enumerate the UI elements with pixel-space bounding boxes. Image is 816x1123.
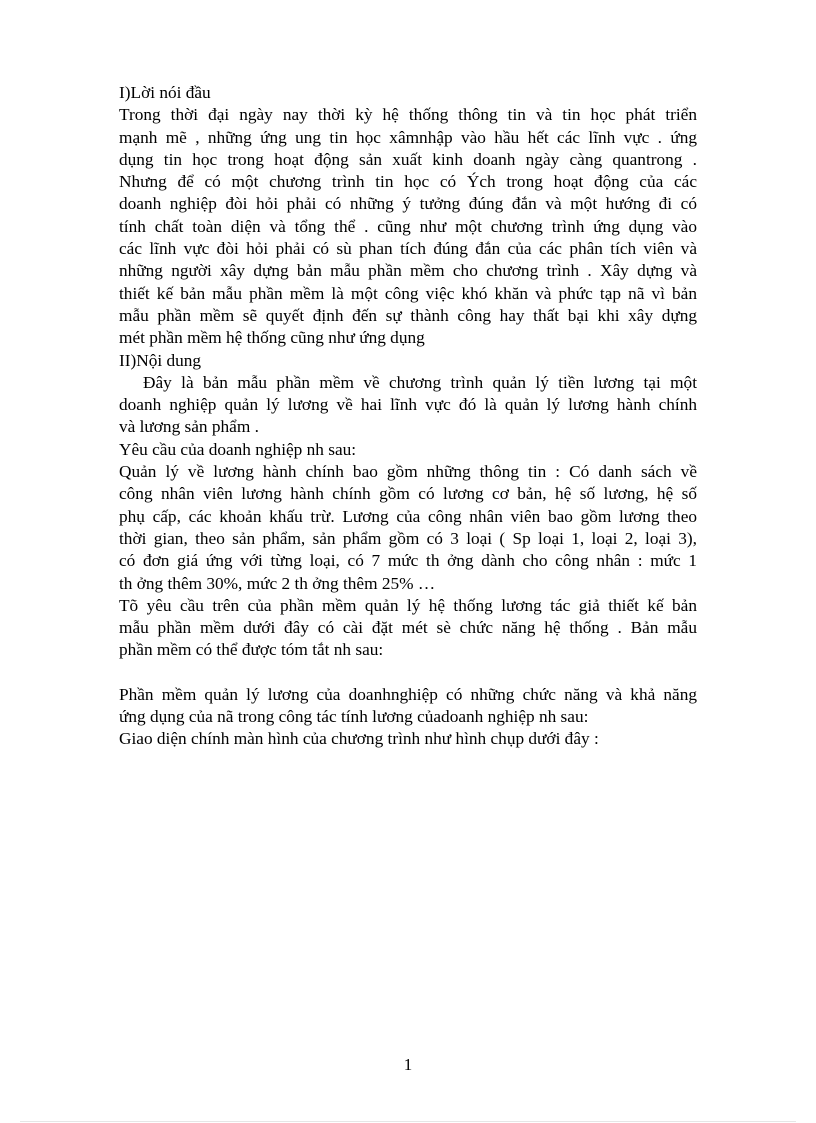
paragraph-line: tính chất toàn diện và tổng thể . cũng như một chương trình ứng dụng vào	[119, 216, 697, 236]
paragraph-line: phụ cấp, các khoản khấu trừ. Lương của công nhân viên bao gồm lương theo	[119, 506, 697, 526]
document-body	[119, 82, 697, 751]
paragraph-line: mạnh mẽ , những ứng ung tin học xâmnhập vào hầu hết các lĩnh vực . ứng	[119, 127, 697, 147]
management-paragraph	[119, 461, 697, 595]
paragraph-line: dụng tin học trong hoạt động sản xuất kinh doanh ngày càng quantrong .	[119, 149, 697, 169]
paragraph-line: mét phần mềm hệ thống cũng như ứng dụng	[119, 328, 425, 348]
paragraph-line: Phần mềm quản lý lương của doanhnghiệp có những chức năng và khả năng	[119, 684, 697, 704]
paragraph-line: th ởng thêm 30%, mức 2 th ởng thêm 25% …	[119, 573, 436, 593]
paragraph-line: công nhân viên lương hành chính gồm có lương cơ bản, hệ số lương, hệ số	[119, 484, 697, 504]
function-paragraph	[119, 684, 697, 751]
paragraph-line: Quản lý về lương hành chính bao gồm những thông tin : Có danh sách về	[119, 462, 697, 482]
paragraph-gap	[119, 662, 697, 684]
paragraph-line: có đơn giá ứng với từng loại, có 7 mức th ởng dành cho công nhân : mức 1	[119, 551, 697, 571]
section-heading-content: II)Nội dung	[119, 350, 202, 370]
page-bottom-border	[20, 1121, 796, 1122]
design-paragraph	[119, 595, 697, 662]
intro-paragraph	[119, 104, 697, 349]
paragraph-line: phần mềm có thể được tóm tắt nh sau:	[119, 640, 384, 660]
paragraph-line: các lĩnh vực đòi hỏi phải có sù phan tích đúng đắn của các phân tích viên và	[119, 239, 697, 259]
paragraph-line: thời gian, theo sản phẩm, sản phẩm gồm có 3 loại ( Sp loại 1, loại 2, loại 3),	[119, 528, 697, 548]
paragraph-line: và lương sản phẩm .	[119, 417, 259, 437]
requirement-line: Yêu cầu của doanh nghiệp nh sau:	[119, 439, 357, 459]
paragraph-line: những người xây dựng bản mẫu phần mềm cho chương trình . Xây dựng và	[119, 261, 697, 281]
section-heading-intro: I)Lời nói đầu	[119, 83, 211, 102]
page-number: 1	[403, 1055, 413, 1074]
paragraph-line: Trong thời đại ngày nay thời kỳ hệ thống thông tin và tin học phát triển	[119, 105, 697, 125]
paragraph-line: mẫu phần mềm sẽ quyết định đến sự thành công hay thất bại khi xây dựng	[119, 305, 697, 325]
paragraph-line: doanh nghiệp quản lý lương về hai lĩnh vực đó là quản lý lương hành chính	[119, 395, 697, 415]
paragraph-line: doanh nghiệp đòi hỏi phải có những ý tưởng đúng đắn và một hướng đi có	[119, 194, 697, 214]
paragraph-line: ứng dụng của nã trong công tác tính lương củadoanh nghiệp nh sau:	[119, 707, 589, 727]
content-paragraph	[119, 372, 697, 439]
paragraph-line: Giao diện chính màn hình của chương trình như hình chụp dưới đây :	[119, 729, 599, 749]
paragraph-line: Nhưng để có một chương trình tin học có Ých trong hoạt động của các	[119, 172, 697, 192]
paragraph-line: thiết kế bản mẫu phần mềm là một công việc khó khăn và phức tạp nã vì bản	[119, 283, 697, 303]
paragraph-line: Tõ yêu cầu trên của phần mềm quản lý hệ thống lương tác giả thiết kế bản	[119, 595, 697, 615]
paragraph-line: Đây là bản mẫu phần mềm về chương trình quản lý tiền lương tại một	[143, 372, 697, 392]
paragraph-line: mẫu phần mềm dưới đây có cài đặt mét sè chức năng hệ thống . Bản mẫu	[119, 618, 697, 638]
